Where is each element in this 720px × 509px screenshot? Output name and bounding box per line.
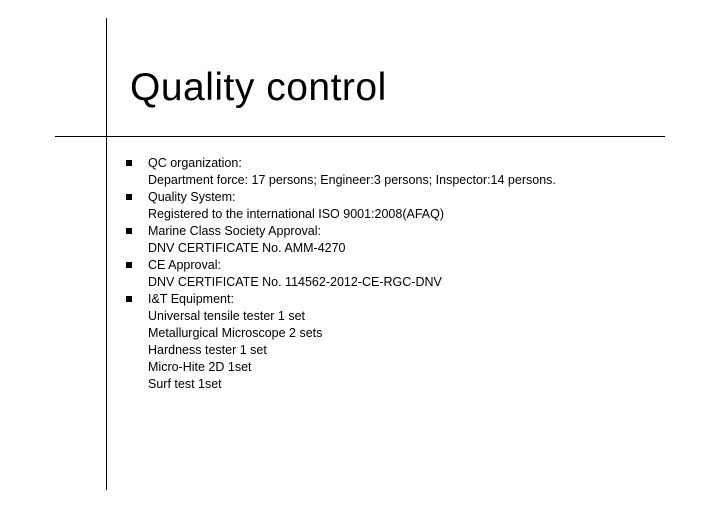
bullet-list [126, 155, 666, 393]
square-bullet-icon [126, 155, 148, 172]
bullet-row [126, 257, 666, 274]
slide-title: Quality control [130, 66, 387, 109]
square-bullet-icon [126, 223, 148, 240]
bullet-detail-line: Registered to the international ISO 9001:2008(AFAQ) [148, 207, 445, 221]
list-item [126, 291, 666, 393]
bullet-detail-line: Surf test 1set [148, 377, 222, 391]
bullet-row [126, 189, 666, 206]
bullet-detail-line: Micro-Hite 2D 1set [148, 360, 252, 374]
square-bullet-icon [126, 291, 148, 308]
vertical-divider [106, 18, 107, 490]
bullet-detail-line: Universal tensile tester 1 set [148, 309, 306, 323]
bullet-detail-line: Department force: 17 persons; Engineer:3 persons; Inspector:14 persons. [148, 173, 556, 187]
list-item [126, 223, 666, 257]
square-bullet-icon [126, 189, 148, 206]
bullet-row [126, 291, 666, 308]
bullet-detail-line: Metallurgical Microscope 2 sets [148, 326, 323, 340]
bullet-label: Quality System: [148, 190, 236, 204]
bullet-row [126, 223, 666, 240]
bullet-row [126, 155, 666, 172]
bullet-label: QC organization: [148, 156, 242, 170]
horizontal-divider [55, 136, 665, 137]
bullet-label: CE Approval: [148, 258, 221, 272]
square-bullet-icon [126, 257, 148, 274]
bullet-label: I&T Equipment: [148, 292, 234, 306]
bullet-detail-line: Hardness tester 1 set [148, 343, 267, 357]
bullet-label: Marine Class Society Approval: [148, 224, 321, 238]
list-item [126, 257, 666, 291]
list-item [126, 189, 666, 223]
list-item [126, 155, 666, 189]
bullet-detail-line: DNV CERTIFICATE No. 114562-2012-CE-RGC-DNV [148, 275, 442, 289]
bullet-detail-line: DNV CERTIFICATE No. AMM-4270 [148, 241, 346, 255]
